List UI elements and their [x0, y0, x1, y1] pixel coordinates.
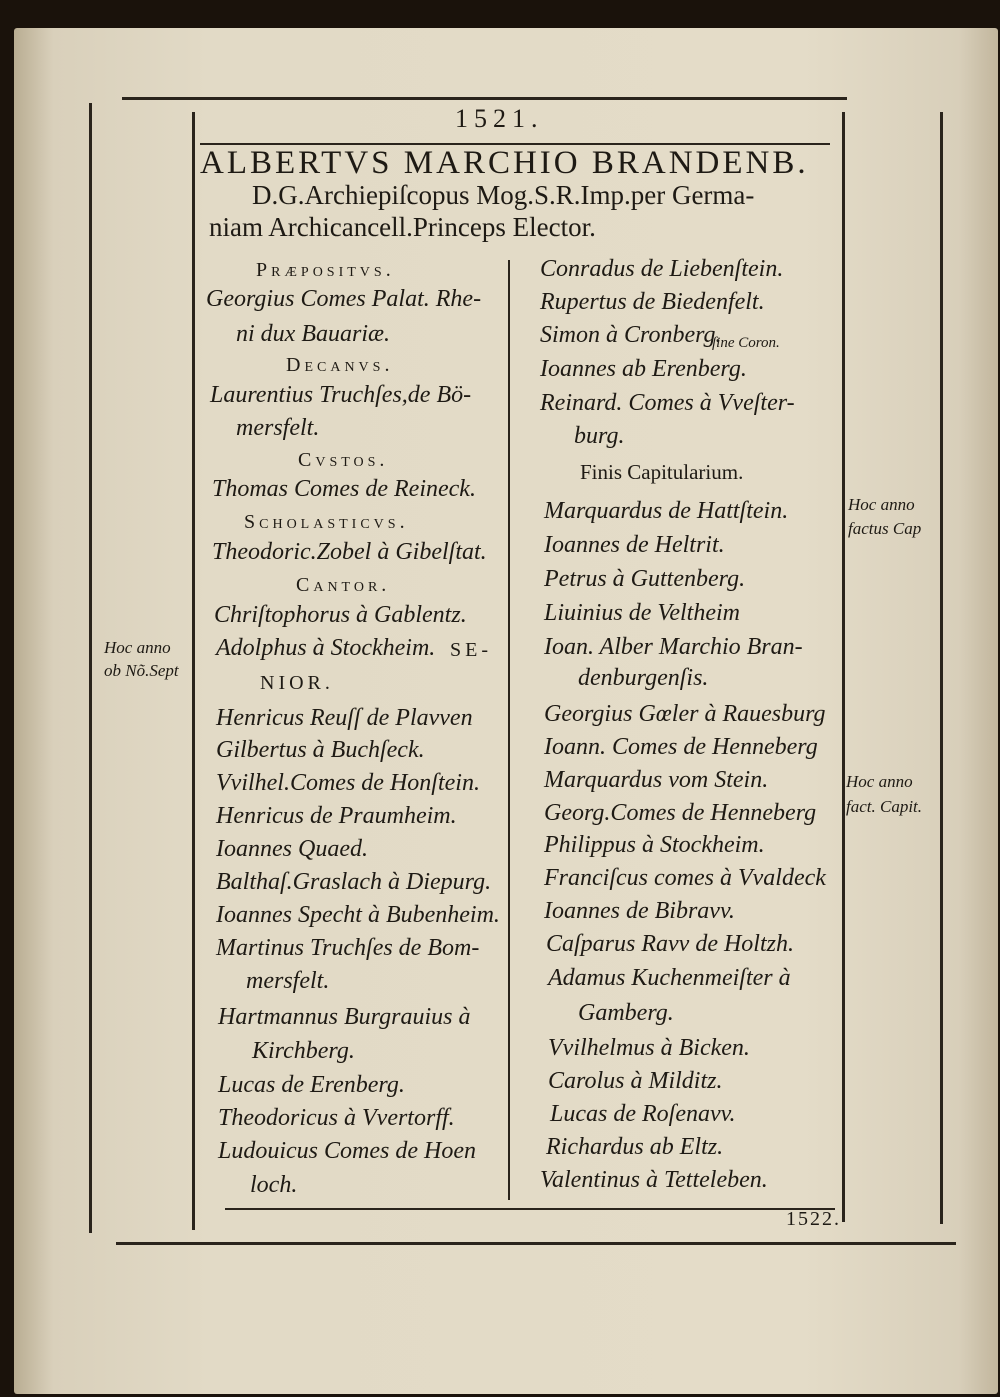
left-name: Vvilhel.Comes de Honſtein.: [216, 770, 480, 796]
left-margin-note-line-1: Hoc anno: [104, 638, 171, 657]
right-name: Gamberg.: [578, 1000, 674, 1026]
cantor-name: Chriſtophorus à Gablentz.: [214, 602, 467, 628]
right-outer-rule: [940, 112, 943, 1224]
left-name: Balthaſ.Graslach à Diepurg.: [216, 869, 492, 895]
left-name: Martinus Truchſes de Bom-: [216, 935, 480, 961]
right-name: Ioannes ab Erenberg.: [540, 356, 747, 382]
senior-label-part-1: SE-: [450, 639, 492, 661]
right-margin-note-1-line-2: factus Cap: [848, 519, 922, 538]
sine-coronatione-note: ſine Coron.: [712, 335, 780, 351]
left-name: mersfelt.: [246, 968, 330, 994]
left-name: Theodoricus à Vvertorff.: [218, 1105, 455, 1131]
right-name: Carolus à Milditz.: [548, 1068, 723, 1094]
decanus-label: Decanvs.: [286, 354, 394, 376]
senior-label-part-2: NIOR.: [260, 672, 334, 694]
column-divider: [508, 260, 510, 1200]
custos-label: Cvstos.: [298, 449, 389, 471]
right-margin-note-1-line-1: Hoc anno: [848, 495, 915, 514]
right-name: Rupertus de Biedenfelt.: [540, 289, 765, 315]
right-name: Lucas de Roſenavv.: [550, 1101, 736, 1127]
right-name: Franciſcus comes à Vvaldeck: [544, 865, 826, 891]
left-name: Gilbertus à Buchſeck.: [216, 737, 425, 763]
left-inner-rule: [192, 112, 195, 1230]
left-outer-rule: [89, 103, 92, 1233]
right-name: Marquardus vom Stein.: [544, 767, 769, 793]
left-name: Henricus de Praumheim.: [216, 803, 457, 829]
right-name: Reinard. Comes à Vveſter-: [540, 390, 795, 416]
right-name: Ioann. Comes de Henneberg: [544, 734, 818, 760]
left-name: Kirchberg.: [252, 1038, 355, 1064]
right-name: Georgius Gœler à Rauesburg: [544, 701, 826, 727]
praepositus-label: Præpositvs.: [256, 259, 395, 281]
left-margin-note-line-2: ob Nõ.Sept: [104, 661, 179, 680]
decanus-line-2: mersfelt.: [236, 415, 320, 441]
right-name: denburgenſis.: [578, 665, 709, 691]
custos-name: Thomas Comes de Reineck.: [212, 476, 476, 502]
praepositus-line-1: Georgius Comes Palat. Rhe-: [206, 286, 482, 312]
left-name: Ludouicus Comes de Hoen: [218, 1138, 476, 1164]
heading-line-3: niam Archicancell.Princeps Elector.: [209, 212, 596, 242]
right-name: Marquardus de Hattſtein.: [544, 498, 789, 524]
finis-capitularium: Finis Capitularium.: [580, 460, 744, 484]
decanus-line-1: Laurentius Truchſes,de Bö-: [210, 382, 472, 408]
right-name: Adamus Kuchenmeiſter à: [548, 965, 791, 991]
right-name: Caſparus Ravv de Holtzh.: [546, 931, 794, 957]
right-name: Ioannes de Heltrit.: [544, 532, 725, 558]
left-name: Lucas de Erenberg.: [218, 1072, 405, 1098]
folio-top: 1521.: [455, 104, 544, 133]
right-margin-note-2-line-1: Hoc anno: [846, 772, 913, 791]
left-name: Ioannes Quaed.: [216, 836, 368, 862]
folio-bottom: 1522.: [786, 1208, 841, 1230]
right-name: Ioannes de Bibravv.: [544, 898, 735, 924]
right-name: Petrus à Guttenberg.: [544, 566, 746, 592]
scholasticus-name: Theodoric.Zobel à Gibelſtat.: [212, 539, 487, 565]
right-name: burg.: [574, 423, 625, 449]
left-name: Henricus Reuſſ de Plavven: [216, 705, 473, 731]
right-name: Valentinus à Tetteleben.: [540, 1167, 768, 1193]
praepositus-line-2: ni dux Bauariæ.: [236, 321, 390, 347]
right-name: Vvilhelmus à Bicken.: [548, 1035, 750, 1061]
top-rule: [122, 97, 847, 100]
right-name: Philippus à Stockheim.: [544, 832, 765, 858]
right-name: Ioan. Alber Marchio Bran-: [544, 634, 803, 660]
right-name: Richardus ab Eltz.: [546, 1134, 724, 1160]
right-name: Simon à Cronberg.: [540, 322, 722, 348]
right-name: Conradus de Liebenſtein.: [540, 256, 784, 282]
right-name: Liuinius de Veltheim: [544, 600, 740, 626]
scholasticus-label: Scholasticvs.: [244, 511, 409, 533]
heading-line-1: ALBERTVS MARCHIO BRANDENB.: [200, 145, 809, 181]
left-name: Hartmannus Burgrauius à: [218, 1004, 471, 1030]
left-name: loch.: [250, 1172, 298, 1198]
bottom-rule: [225, 1208, 835, 1210]
left-name: Ioannes Specht à Bubenheim.: [216, 902, 500, 928]
right-name: Georg.Comes de Henneberg: [544, 800, 817, 826]
cantor-label: Cantor.: [296, 574, 391, 596]
right-margin-note-2-line-2: fact. Capit.: [846, 797, 923, 816]
adolphus-line-1: Adolphus à Stockheim.: [216, 635, 436, 661]
heading-line-2: D.G.Archiepiſcopus Mog.S.R.Imp.per Germa-: [252, 180, 755, 210]
right-inner-rule: [842, 112, 845, 1222]
page-bottom-rule: [116, 1242, 956, 1245]
